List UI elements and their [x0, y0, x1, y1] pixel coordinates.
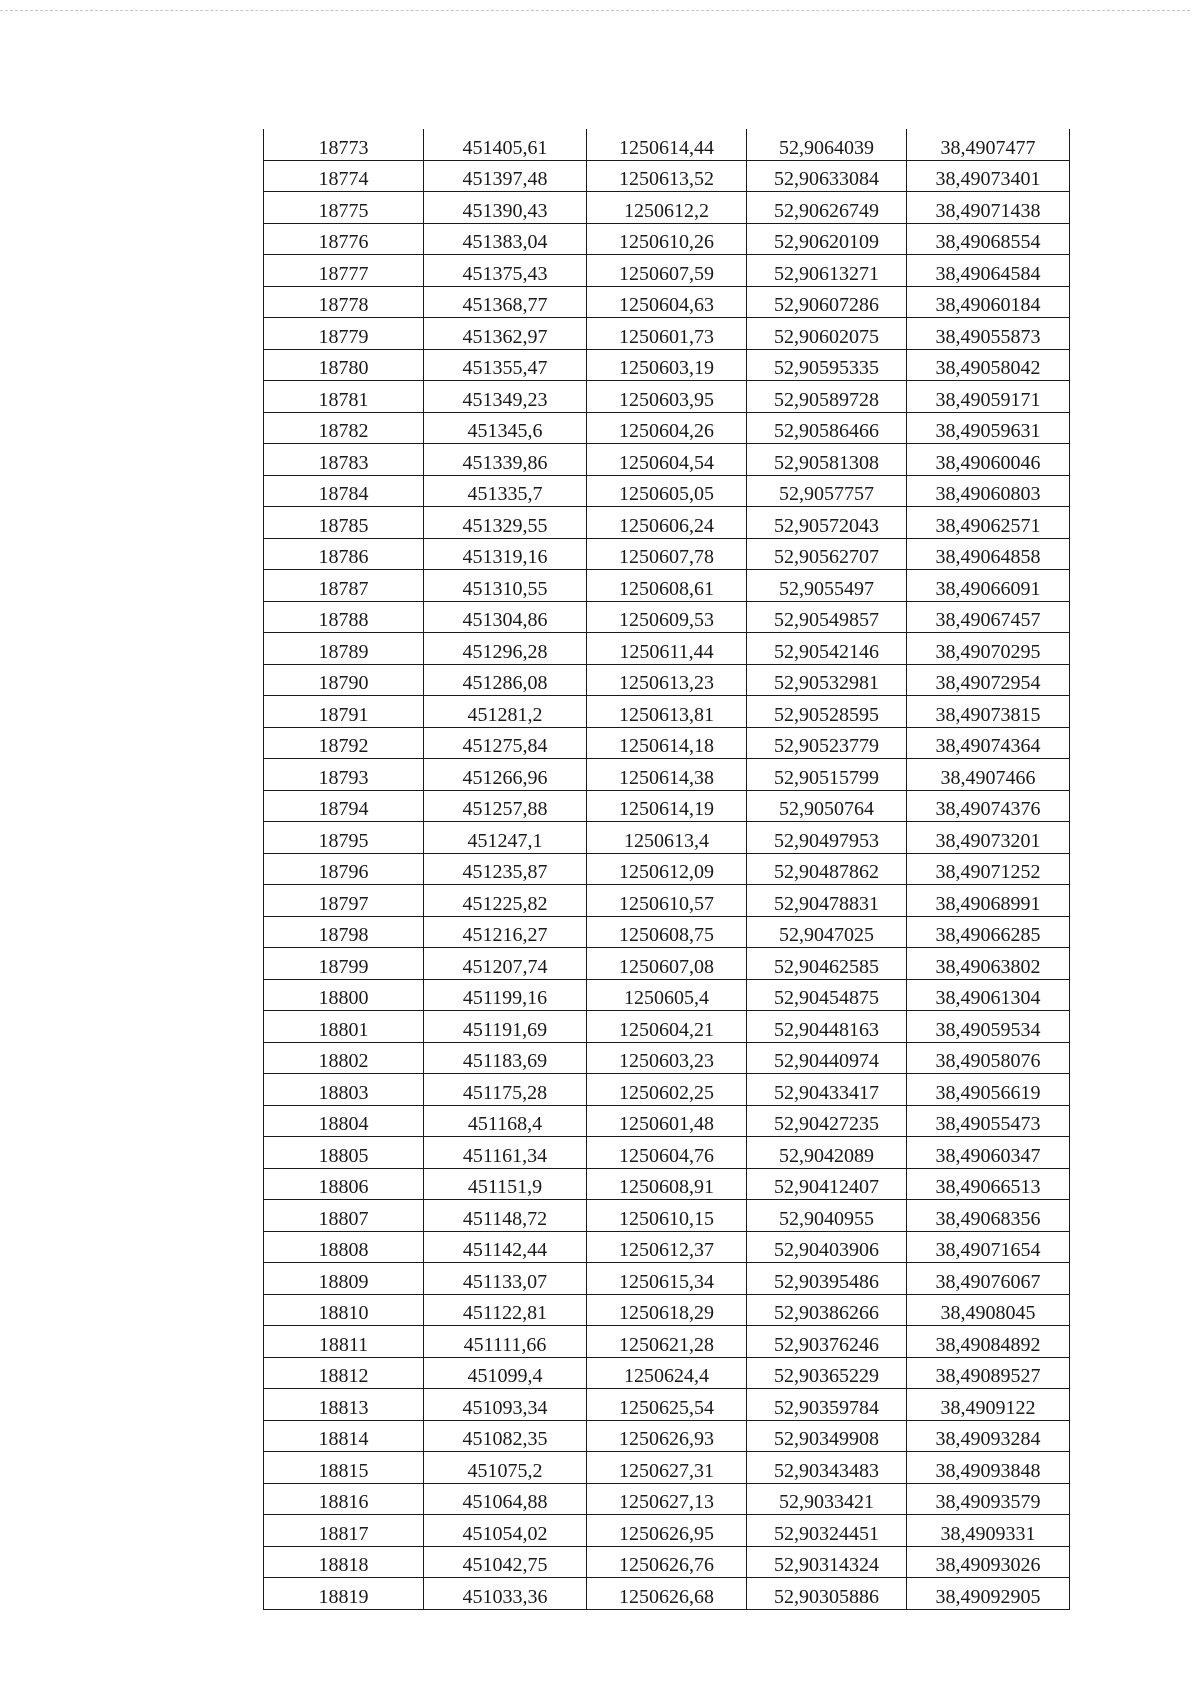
- x-coordinate-cell: 451266,96: [424, 759, 587, 791]
- latitude-cell: 52,90620109: [747, 223, 907, 255]
- point-number-cell: 18775: [264, 192, 424, 224]
- x-coordinate-cell: 451397,48: [424, 160, 587, 192]
- latitude-cell: 52,90462585: [747, 948, 907, 980]
- longitude-cell: 38,4907477: [907, 129, 1070, 160]
- latitude-cell: 52,90365229: [747, 1357, 907, 1389]
- point-number-cell: 18792: [264, 727, 424, 759]
- point-number-cell: 18777: [264, 255, 424, 287]
- longitude-cell: 38,4907466: [907, 759, 1070, 791]
- x-coordinate-cell: 451339,86: [424, 444, 587, 476]
- point-number-cell: 18779: [264, 318, 424, 350]
- latitude-cell: 52,90448163: [747, 1011, 907, 1043]
- longitude-cell: 38,49058076: [907, 1042, 1070, 1074]
- y-coordinate-cell: 1250612,2: [587, 192, 747, 224]
- latitude-cell: 52,90314324: [747, 1546, 907, 1578]
- x-coordinate-cell: 451362,97: [424, 318, 587, 350]
- y-coordinate-cell: 1250614,19: [587, 790, 747, 822]
- x-coordinate-cell: 451199,16: [424, 979, 587, 1011]
- y-coordinate-cell: 1250607,08: [587, 948, 747, 980]
- longitude-cell: 38,49060347: [907, 1137, 1070, 1169]
- latitude-cell: 52,9040955: [747, 1200, 907, 1232]
- x-coordinate-cell: 451033,36: [424, 1578, 587, 1610]
- latitude-cell: 52,90532981: [747, 664, 907, 696]
- x-coordinate-cell: 451075,2: [424, 1452, 587, 1484]
- table-row: [264, 979, 1070, 1011]
- y-coordinate-cell: 1250626,93: [587, 1420, 747, 1452]
- latitude-cell: 52,90343483: [747, 1452, 907, 1484]
- y-coordinate-cell: 1250604,63: [587, 286, 747, 318]
- longitude-cell: 38,49066285: [907, 916, 1070, 948]
- x-coordinate-cell: 451093,34: [424, 1389, 587, 1421]
- table-row: [264, 1326, 1070, 1358]
- point-number-cell: 18819: [264, 1578, 424, 1610]
- table-row: [264, 538, 1070, 570]
- longitude-cell: 38,49074364: [907, 727, 1070, 759]
- longitude-cell: 38,4909122: [907, 1389, 1070, 1421]
- point-number-cell: 18774: [264, 160, 424, 192]
- point-number-cell: 18810: [264, 1294, 424, 1326]
- point-number-cell: 18783: [264, 444, 424, 476]
- table-row: [264, 1231, 1070, 1263]
- x-coordinate-cell: 451111,66: [424, 1326, 587, 1358]
- point-number-cell: 18814: [264, 1420, 424, 1452]
- y-coordinate-cell: 1250607,59: [587, 255, 747, 287]
- point-number-cell: 18789: [264, 633, 424, 665]
- y-coordinate-cell: 1250604,26: [587, 412, 747, 444]
- x-coordinate-cell: 451275,84: [424, 727, 587, 759]
- longitude-cell: 38,49093284: [907, 1420, 1070, 1452]
- longitude-cell: 38,49073815: [907, 696, 1070, 728]
- y-coordinate-cell: 1250612,37: [587, 1231, 747, 1263]
- point-number-cell: 18788: [264, 601, 424, 633]
- y-coordinate-cell: 1250624,4: [587, 1357, 747, 1389]
- table-row: [264, 1389, 1070, 1421]
- longitude-cell: 38,49070295: [907, 633, 1070, 665]
- table-row: [264, 948, 1070, 980]
- latitude-cell: 52,90349908: [747, 1420, 907, 1452]
- y-coordinate-cell: 1250602,25: [587, 1074, 747, 1106]
- latitude-cell: 52,9050764: [747, 790, 907, 822]
- point-number-cell: 18802: [264, 1042, 424, 1074]
- point-number-cell: 18804: [264, 1105, 424, 1137]
- y-coordinate-cell: 1250604,21: [587, 1011, 747, 1043]
- latitude-cell: 52,90633084: [747, 160, 907, 192]
- y-coordinate-cell: 1250606,24: [587, 507, 747, 539]
- longitude-cell: 38,49068356: [907, 1200, 1070, 1232]
- x-coordinate-cell: 451054,02: [424, 1515, 587, 1547]
- x-coordinate-cell: 451082,35: [424, 1420, 587, 1452]
- table-row: [264, 1042, 1070, 1074]
- latitude-cell: 52,90602075: [747, 318, 907, 350]
- y-coordinate-cell: 1250614,18: [587, 727, 747, 759]
- x-coordinate-cell: 451247,1: [424, 822, 587, 854]
- longitude-cell: 38,49064858: [907, 538, 1070, 570]
- point-number-cell: 18796: [264, 853, 424, 885]
- x-coordinate-cell: 451383,04: [424, 223, 587, 255]
- longitude-cell: 38,49060046: [907, 444, 1070, 476]
- y-coordinate-cell: 1250608,91: [587, 1168, 747, 1200]
- longitude-cell: 38,49089527: [907, 1357, 1070, 1389]
- x-coordinate-cell: 451304,86: [424, 601, 587, 633]
- x-coordinate-cell: 451319,16: [424, 538, 587, 570]
- y-coordinate-cell: 1250626,95: [587, 1515, 747, 1547]
- y-coordinate-cell: 1250611,44: [587, 633, 747, 665]
- latitude-cell: 52,90562707: [747, 538, 907, 570]
- table-row: [264, 192, 1070, 224]
- point-number-cell: 18798: [264, 916, 424, 948]
- x-coordinate-cell: 451296,28: [424, 633, 587, 665]
- y-coordinate-cell: 1250601,73: [587, 318, 747, 350]
- latitude-cell: 52,90487862: [747, 853, 907, 885]
- longitude-cell: 38,49071654: [907, 1231, 1070, 1263]
- x-coordinate-cell: 451310,55: [424, 570, 587, 602]
- latitude-cell: 52,9055497: [747, 570, 907, 602]
- longitude-cell: 38,4909331: [907, 1515, 1070, 1547]
- longitude-cell: 38,49071438: [907, 192, 1070, 224]
- y-coordinate-cell: 1250604,76: [587, 1137, 747, 1169]
- point-number-cell: 18801: [264, 1011, 424, 1043]
- point-number-cell: 18776: [264, 223, 424, 255]
- point-number-cell: 18793: [264, 759, 424, 791]
- table-row: [264, 286, 1070, 318]
- x-coordinate-cell: 451099,4: [424, 1357, 587, 1389]
- y-coordinate-cell: 1250610,57: [587, 885, 747, 917]
- latitude-cell: 52,90395486: [747, 1263, 907, 1295]
- table-row: [264, 1452, 1070, 1484]
- x-coordinate-cell: 451235,87: [424, 853, 587, 885]
- y-coordinate-cell: 1250613,52: [587, 160, 747, 192]
- x-coordinate-cell: 451329,55: [424, 507, 587, 539]
- table-row: [264, 1137, 1070, 1169]
- longitude-cell: 38,49072954: [907, 664, 1070, 696]
- x-coordinate-cell: 451042,75: [424, 1546, 587, 1578]
- longitude-cell: 38,49093579: [907, 1483, 1070, 1515]
- y-coordinate-cell: 1250604,54: [587, 444, 747, 476]
- y-coordinate-cell: 1250627,31: [587, 1452, 747, 1484]
- y-coordinate-cell: 1250608,61: [587, 570, 747, 602]
- table-row: [264, 1168, 1070, 1200]
- point-number-cell: 18791: [264, 696, 424, 728]
- latitude-cell: 52,90427235: [747, 1105, 907, 1137]
- longitude-cell: 38,49059171: [907, 381, 1070, 413]
- x-coordinate-cell: 451175,28: [424, 1074, 587, 1106]
- y-coordinate-cell: 1250612,09: [587, 853, 747, 885]
- point-number-cell: 18780: [264, 349, 424, 381]
- point-number-cell: 18785: [264, 507, 424, 539]
- longitude-cell: 38,49058042: [907, 349, 1070, 381]
- longitude-cell: 38,49067457: [907, 601, 1070, 633]
- longitude-cell: 38,49068554: [907, 223, 1070, 255]
- coordinates-table: [263, 129, 1070, 1610]
- latitude-cell: 52,90523779: [747, 727, 907, 759]
- latitude-cell: 52,90613271: [747, 255, 907, 287]
- latitude-cell: 52,90497953: [747, 822, 907, 854]
- longitude-cell: 38,49060803: [907, 475, 1070, 507]
- point-number-cell: 18818: [264, 1546, 424, 1578]
- point-number-cell: 18805: [264, 1137, 424, 1169]
- point-number-cell: 18795: [264, 822, 424, 854]
- table-row: [264, 129, 1070, 160]
- table-row: [264, 507, 1070, 539]
- x-coordinate-cell: 451349,23: [424, 381, 587, 413]
- longitude-cell: 38,49055873: [907, 318, 1070, 350]
- y-coordinate-cell: 1250607,78: [587, 538, 747, 570]
- coordinates-table-container: [263, 129, 1069, 1610]
- latitude-cell: 52,90607286: [747, 286, 907, 318]
- table-row: [264, 223, 1070, 255]
- longitude-cell: 38,49062571: [907, 507, 1070, 539]
- y-coordinate-cell: 1250610,15: [587, 1200, 747, 1232]
- table-row: [264, 1105, 1070, 1137]
- point-number-cell: 18794: [264, 790, 424, 822]
- longitude-cell: 38,49068991: [907, 885, 1070, 917]
- point-number-cell: 18811: [264, 1326, 424, 1358]
- point-number-cell: 18803: [264, 1074, 424, 1106]
- table-row: [264, 790, 1070, 822]
- y-coordinate-cell: 1250627,13: [587, 1483, 747, 1515]
- longitude-cell: 38,49060184: [907, 286, 1070, 318]
- table-row: [264, 381, 1070, 413]
- y-coordinate-cell: 1250613,81: [587, 696, 747, 728]
- y-coordinate-cell: 1250608,75: [587, 916, 747, 948]
- y-coordinate-cell: 1250615,34: [587, 1263, 747, 1295]
- longitude-cell: 38,49061304: [907, 979, 1070, 1011]
- point-number-cell: 18787: [264, 570, 424, 602]
- table-row: [264, 412, 1070, 444]
- latitude-cell: 52,90528595: [747, 696, 907, 728]
- x-coordinate-cell: 451286,08: [424, 664, 587, 696]
- y-coordinate-cell: 1250609,53: [587, 601, 747, 633]
- table-row: [264, 349, 1070, 381]
- longitude-cell: 38,49066091: [907, 570, 1070, 602]
- point-number-cell: 18781: [264, 381, 424, 413]
- table-row: [264, 160, 1070, 192]
- point-number-cell: 18782: [264, 412, 424, 444]
- x-coordinate-cell: 451064,88: [424, 1483, 587, 1515]
- latitude-cell: 52,90586466: [747, 412, 907, 444]
- longitude-cell: 38,49092905: [907, 1578, 1070, 1610]
- table-row: [264, 1515, 1070, 1547]
- x-coordinate-cell: 451368,77: [424, 286, 587, 318]
- x-coordinate-cell: 451168,4: [424, 1105, 587, 1137]
- y-coordinate-cell: 1250610,26: [587, 223, 747, 255]
- table-row: [264, 1420, 1070, 1452]
- x-coordinate-cell: 451281,2: [424, 696, 587, 728]
- y-coordinate-cell: 1250613,23: [587, 664, 747, 696]
- point-number-cell: 18817: [264, 1515, 424, 1547]
- longitude-cell: 38,49066513: [907, 1168, 1070, 1200]
- latitude-cell: 52,90386266: [747, 1294, 907, 1326]
- longitude-cell: 38,49073201: [907, 822, 1070, 854]
- x-coordinate-cell: 451191,69: [424, 1011, 587, 1043]
- table-row: [264, 1074, 1070, 1106]
- x-coordinate-cell: 451216,27: [424, 916, 587, 948]
- longitude-cell: 38,49056619: [907, 1074, 1070, 1106]
- longitude-cell: 38,49059631: [907, 412, 1070, 444]
- latitude-cell: 52,9057757: [747, 475, 907, 507]
- x-coordinate-cell: 451345,6: [424, 412, 587, 444]
- table-row: [264, 1294, 1070, 1326]
- point-number-cell: 18809: [264, 1263, 424, 1295]
- latitude-cell: 52,90478831: [747, 885, 907, 917]
- x-coordinate-cell: 451405,61: [424, 129, 587, 160]
- longitude-cell: 38,49093026: [907, 1546, 1070, 1578]
- point-number-cell: 18799: [264, 948, 424, 980]
- table-row: [264, 727, 1070, 759]
- table-row: [264, 318, 1070, 350]
- x-coordinate-cell: 451142,44: [424, 1231, 587, 1263]
- x-coordinate-cell: 451335,7: [424, 475, 587, 507]
- y-coordinate-cell: 1250605,4: [587, 979, 747, 1011]
- latitude-cell: 52,90454875: [747, 979, 907, 1011]
- x-coordinate-cell: 451161,34: [424, 1137, 587, 1169]
- longitude-cell: 38,49074376: [907, 790, 1070, 822]
- latitude-cell: 52,9064039: [747, 129, 907, 160]
- y-coordinate-cell: 1250618,29: [587, 1294, 747, 1326]
- table-row: [264, 916, 1070, 948]
- latitude-cell: 52,9047025: [747, 916, 907, 948]
- table-row: [264, 444, 1070, 476]
- latitude-cell: 52,90589728: [747, 381, 907, 413]
- latitude-cell: 52,90324451: [747, 1515, 907, 1547]
- y-coordinate-cell: 1250603,23: [587, 1042, 747, 1074]
- point-number-cell: 18773: [264, 129, 424, 160]
- point-number-cell: 18786: [264, 538, 424, 570]
- longitude-cell: 38,49055473: [907, 1105, 1070, 1137]
- table-row: [264, 1578, 1070, 1610]
- x-coordinate-cell: 451133,07: [424, 1263, 587, 1295]
- table-row: [264, 601, 1070, 633]
- y-coordinate-cell: 1250621,28: [587, 1326, 747, 1358]
- y-coordinate-cell: 1250603,19: [587, 349, 747, 381]
- longitude-cell: 38,49064584: [907, 255, 1070, 287]
- longitude-cell: 38,49084892: [907, 1326, 1070, 1358]
- longitude-cell: 38,4908045: [907, 1294, 1070, 1326]
- latitude-cell: 52,90305886: [747, 1578, 907, 1610]
- x-coordinate-cell: 451207,74: [424, 948, 587, 980]
- table-row: [264, 255, 1070, 287]
- latitude-cell: 52,90403906: [747, 1231, 907, 1263]
- latitude-cell: 52,90572043: [747, 507, 907, 539]
- longitude-cell: 38,49093848: [907, 1452, 1070, 1484]
- coordinates-table-body: [264, 129, 1070, 1609]
- point-number-cell: 18813: [264, 1389, 424, 1421]
- y-coordinate-cell: 1250605,05: [587, 475, 747, 507]
- latitude-cell: 52,90515799: [747, 759, 907, 791]
- x-coordinate-cell: 451355,47: [424, 349, 587, 381]
- table-row: [264, 1200, 1070, 1232]
- table-row: [264, 1011, 1070, 1043]
- point-number-cell: 18790: [264, 664, 424, 696]
- y-coordinate-cell: 1250613,4: [587, 822, 747, 854]
- table-row: [264, 1263, 1070, 1295]
- y-coordinate-cell: 1250601,48: [587, 1105, 747, 1137]
- point-number-cell: 18808: [264, 1231, 424, 1263]
- y-coordinate-cell: 1250626,76: [587, 1546, 747, 1578]
- point-number-cell: 18784: [264, 475, 424, 507]
- y-coordinate-cell: 1250625,54: [587, 1389, 747, 1421]
- table-row: [264, 570, 1070, 602]
- table-row: [264, 475, 1070, 507]
- point-number-cell: 18800: [264, 979, 424, 1011]
- point-number-cell: 18797: [264, 885, 424, 917]
- x-coordinate-cell: 451122,81: [424, 1294, 587, 1326]
- x-coordinate-cell: 451183,69: [424, 1042, 587, 1074]
- x-coordinate-cell: 451225,82: [424, 885, 587, 917]
- scan-edge-line: [0, 10, 1190, 11]
- latitude-cell: 52,90359784: [747, 1389, 907, 1421]
- table-row: [264, 1357, 1070, 1389]
- longitude-cell: 38,49071252: [907, 853, 1070, 885]
- x-coordinate-cell: 451375,43: [424, 255, 587, 287]
- table-row: [264, 664, 1070, 696]
- x-coordinate-cell: 451151,9: [424, 1168, 587, 1200]
- table-row: [264, 696, 1070, 728]
- longitude-cell: 38,49073401: [907, 160, 1070, 192]
- table-row: [264, 1546, 1070, 1578]
- latitude-cell: 52,90581308: [747, 444, 907, 476]
- point-number-cell: 18812: [264, 1357, 424, 1389]
- y-coordinate-cell: 1250614,44: [587, 129, 747, 160]
- x-coordinate-cell: 451148,72: [424, 1200, 587, 1232]
- latitude-cell: 52,90412407: [747, 1168, 907, 1200]
- table-row: [264, 885, 1070, 917]
- table-row: [264, 822, 1070, 854]
- longitude-cell: 38,49063802: [907, 948, 1070, 980]
- x-coordinate-cell: 451257,88: [424, 790, 587, 822]
- point-number-cell: 18815: [264, 1452, 424, 1484]
- table-row: [264, 853, 1070, 885]
- y-coordinate-cell: 1250603,95: [587, 381, 747, 413]
- latitude-cell: 52,90433417: [747, 1074, 907, 1106]
- latitude-cell: 52,90440974: [747, 1042, 907, 1074]
- point-number-cell: 18816: [264, 1483, 424, 1515]
- latitude-cell: 52,90549857: [747, 601, 907, 633]
- table-row: [264, 759, 1070, 791]
- table-row: [264, 1483, 1070, 1515]
- point-number-cell: 18778: [264, 286, 424, 318]
- table-row: [264, 633, 1070, 665]
- latitude-cell: 52,9033421: [747, 1483, 907, 1515]
- latitude-cell: 52,90595335: [747, 349, 907, 381]
- y-coordinate-cell: 1250614,38: [587, 759, 747, 791]
- latitude-cell: 52,9042089: [747, 1137, 907, 1169]
- point-number-cell: 18807: [264, 1200, 424, 1232]
- latitude-cell: 52,90626749: [747, 192, 907, 224]
- latitude-cell: 52,90542146: [747, 633, 907, 665]
- point-number-cell: 18806: [264, 1168, 424, 1200]
- x-coordinate-cell: 451390,43: [424, 192, 587, 224]
- y-coordinate-cell: 1250626,68: [587, 1578, 747, 1610]
- longitude-cell: 38,49076067: [907, 1263, 1070, 1295]
- latitude-cell: 52,90376246: [747, 1326, 907, 1358]
- longitude-cell: 38,49059534: [907, 1011, 1070, 1043]
